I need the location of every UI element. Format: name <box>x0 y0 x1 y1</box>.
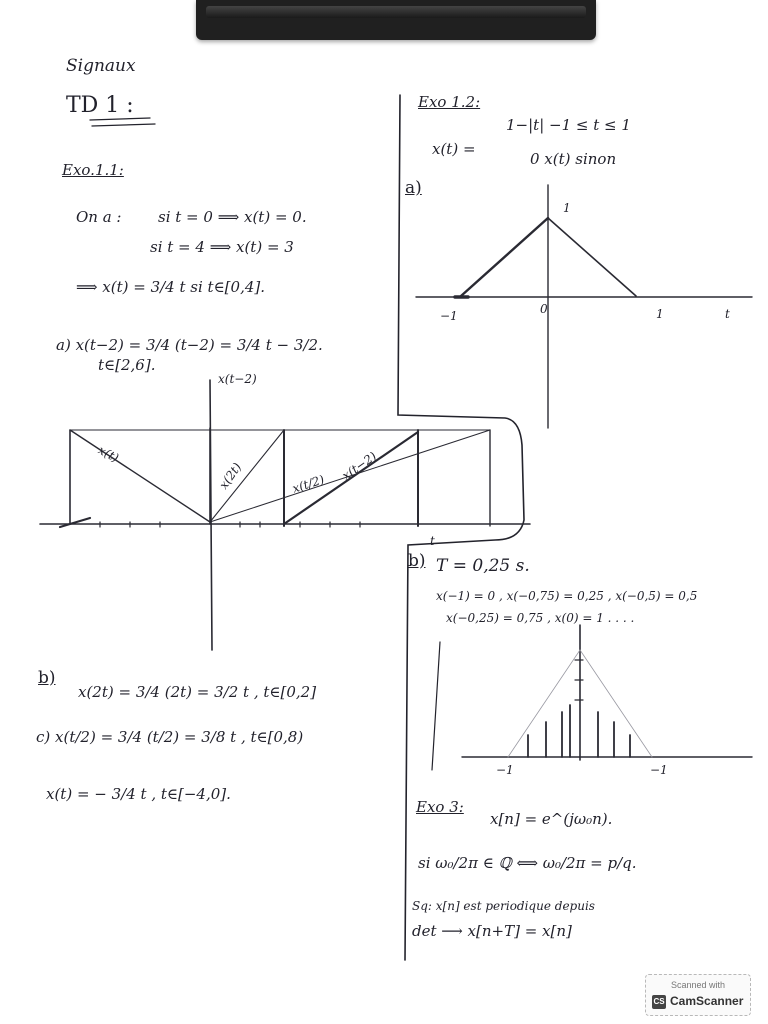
discrete-signal-graph <box>462 625 752 760</box>
graph-origin-label: 0 <box>540 302 548 316</box>
given-line-2: si t = 4 ⟹ x(t) = 3 <box>150 238 294 256</box>
samples-line-2: x(−0,25) = 0,75 , x(0) = 1 . . . . <box>446 611 635 625</box>
part-a-line-1: a) x(t−2) = 3/4 (t−2) = 3/4 t − 3/2. <box>56 336 323 354</box>
part-a-label-right: a) <box>405 178 422 198</box>
watermark-caption: Scanned with <box>670 980 726 990</box>
camscanner-watermark <box>645 974 751 1016</box>
ex3-line-4: det ⟶ x[n+T] = x[n] <box>412 922 572 940</box>
sampling-period: T = 0,25 s. <box>436 556 530 576</box>
part-a-line-2: t∈[2,6]. <box>98 356 156 374</box>
t-axis-mark: t <box>430 534 435 548</box>
ex3-line-1: x[n] = e^(jω₀n). <box>490 810 613 828</box>
graph-peak-label: 1 <box>563 201 571 215</box>
curve-label-x-2t: x(2t) <box>216 460 245 492</box>
definition-case-1: 1−|t| −1 ≤ t ≤ 1 <box>506 116 631 134</box>
discrete-right-label: −1 <box>650 763 668 777</box>
graph-y-axis-label: x(t−2) <box>218 372 257 386</box>
definition-case-2: 0 x(t) sinon <box>530 150 617 168</box>
page-title: TD 1 : <box>66 93 134 118</box>
definition-lhs: x(t) = <box>432 140 476 158</box>
samples-line-1: x(−1) = 0 , x(−0,75) = 0,25 , x(−0,5) = 0,5 <box>436 589 698 603</box>
exercise-1-2-label: Exo 1.2: <box>418 93 481 111</box>
graph-neg-one-label: −1 <box>440 309 458 323</box>
transform-graph <box>40 380 530 650</box>
ex3-line-3: Sq: x[n] est periodique depuis <box>412 899 595 913</box>
given-label: On a : <box>76 208 122 226</box>
exercise-1-1-label: Exo.1.1: <box>62 161 124 179</box>
watermark-brand: CamScanner <box>670 994 744 1008</box>
part-b-line: x(2t) = 3/4 (2t) = 3/2 t , t∈[0,2] <box>78 683 317 701</box>
exercise-3-label: Exo 3: <box>416 798 464 816</box>
graph-pos-one-label: 1 <box>656 307 664 321</box>
curve-label-x-t: x(t) <box>95 442 122 466</box>
page-header: Signaux <box>66 56 136 76</box>
part-d-line: x(t) = − 3/4 t , t∈[−4,0]. <box>46 785 231 803</box>
part-b-label: b) <box>38 668 56 688</box>
curve-label-x-t-half: x(t/2) <box>290 472 327 496</box>
given-line-1: si t = 0 ⟹ x(t) = 0. <box>158 208 307 226</box>
triangle-graph <box>416 185 752 428</box>
curve-label-x-t-minus-2: x(t−2) <box>339 449 380 483</box>
ex3-line-2: si ω₀/2π ∈ ℚ ⟺ ω₀/2π = p/q. <box>418 854 637 872</box>
discrete-left-label: −1 <box>496 763 514 777</box>
result-line: ⟹ x(t) = 3/4 t si t∈[0,4]. <box>76 278 265 296</box>
part-b-label-right: b) <box>408 551 426 571</box>
part-c-line: c) x(t/2) = 3/4 (t/2) = 3/8 t , t∈[0,8) <box>36 728 304 746</box>
graph-t-axis-label: t <box>725 307 730 321</box>
camscanner-logo-icon: CS <box>652 995 666 1009</box>
